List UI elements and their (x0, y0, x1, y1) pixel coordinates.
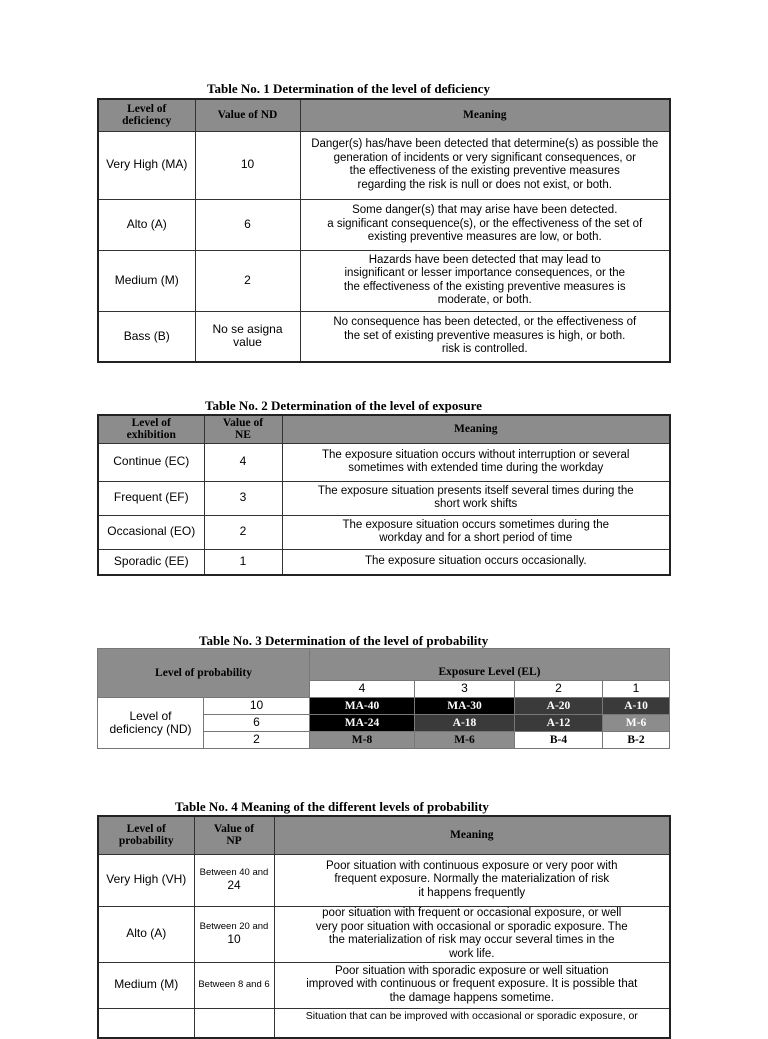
value-cell: 2 (204, 515, 282, 549)
prob-cell: B-2 (603, 732, 670, 749)
table-row (98, 443, 670, 481)
table-row (98, 854, 670, 906)
value-cell (194, 854, 274, 906)
header-value: Value of ND (195, 99, 300, 131)
nd-value: 2 (204, 732, 310, 749)
meaning-cell: The exposure situation occurs without interruption or several sometimes with extended time during the workday (282, 443, 670, 481)
header-value: Value of NE (204, 415, 282, 443)
deficiency-table (97, 98, 671, 363)
prob-cell: A-18 (415, 715, 515, 732)
level-cell: Alto (A) (98, 906, 194, 962)
table-row (98, 906, 670, 962)
prob-cell: MA-24 (310, 715, 415, 732)
meaning-cell: Some danger(s) that may arise have been detected. a significant consequence(s), or the effectiveness of the set of existing preventive measures are low, or both. (300, 199, 670, 250)
header-meaning: Meaning (300, 99, 670, 131)
probability-meaning-table (97, 815, 671, 1039)
value-low: 10 (227, 932, 241, 947)
matrix-corner-label: Level of probability (98, 649, 310, 698)
value-cell (194, 962, 274, 1008)
level-cell: Alto (A) (98, 199, 195, 250)
prob-cell: MA-30 (415, 698, 515, 715)
exposure-level-header: Exposure Level (EL) (310, 649, 670, 681)
table4-caption: Table No. 4 Meaning of the different levels of probability (175, 799, 489, 814)
value-cell: 3 (204, 481, 282, 515)
level-cell: Occasional (EO) (98, 515, 204, 549)
deficiency-row-header: Level of deficiency (ND) (98, 698, 204, 749)
value-cell: No se asigna value (195, 311, 300, 362)
value-cell: 10 (195, 131, 300, 199)
header-meaning: Meaning (274, 816, 670, 854)
table-row (98, 131, 670, 199)
nd-value: 10 (204, 698, 310, 715)
meaning-cell: No consequence has been detected, or the effectiveness of the set of existing preventive measures is high, or both. risk is controlled. (300, 311, 670, 362)
value-low: 24 (227, 878, 241, 893)
level-cell: Frequent (EF) (98, 481, 204, 515)
level-cell: Continue (EC) (98, 443, 204, 481)
exposure-table (97, 414, 671, 576)
meaning-cell: Poor situation with continuous exposure or very poor with frequent exposure. Normally the materialization of risk it happens frequently (274, 854, 670, 906)
prob-cell: A-10 (603, 698, 670, 715)
matrix-header-row (98, 649, 670, 681)
level-cell: Very High (VH) (98, 854, 194, 906)
value-range: Between 40 and (199, 867, 269, 879)
table-row (98, 481, 670, 515)
table2-caption: Table No. 2 Determination of the level of exposure (205, 398, 482, 413)
value-cell: 2 (195, 250, 300, 311)
value-cell: 6 (195, 199, 300, 250)
meaning-cell: The exposure situation occurs occasionally. (282, 549, 670, 575)
meaning-cell: Danger(s) has/have been detected that determine(s) as possible the generation of incidents or very significant consequences, or the effectiveness of the existing preventive measures regarding the risk is null or does not exist, or both. (300, 131, 670, 199)
probability-matrix (97, 648, 670, 749)
meaning-cell: Situation that can be improved with occasional or sporadic exposure, or (274, 1008, 670, 1038)
meaning-cell: Poor situation with sporadic exposure or well situation improved with continuous or frequent exposure. It is possible that the damage happens sometime. (274, 962, 670, 1008)
level-cell: Medium (M) (98, 962, 194, 1008)
header-level: Level of exhibition (98, 415, 204, 443)
meaning-cell: Hazards have been detected that may lead to insignificant or lesser importance consequences, or the the effectiveness of the existing preventive measures is moderate, or both. (300, 250, 670, 311)
exposure-level-2: 2 (515, 681, 603, 698)
table-header-row (98, 415, 670, 443)
exposure-level-4: 4 (310, 681, 415, 698)
table-row (98, 199, 670, 250)
value-cell: 1 (204, 549, 282, 575)
prob-cell: M-6 (603, 715, 670, 732)
level-cell: Medium (M) (98, 250, 195, 311)
table-row (98, 250, 670, 311)
header-value: Value of NP (194, 816, 274, 854)
table1-caption: Table No. 1 Determination of the level of deficiency (207, 81, 490, 96)
nd-value: 6 (204, 715, 310, 732)
value-range: Between 20 and (199, 921, 269, 933)
table-row (98, 549, 670, 575)
table-row (98, 311, 670, 362)
value-cell (194, 1008, 274, 1038)
meaning-cell: The exposure situation occurs sometimes during the workday and for a short period of time (282, 515, 670, 549)
table-header-row (98, 99, 670, 131)
value-cell: 4 (204, 443, 282, 481)
level-cell: Bass (B) (98, 311, 195, 362)
table-row (98, 962, 670, 1008)
prob-cell: M-6 (415, 732, 515, 749)
table3-caption: Table No. 3 Determination of the level of probability (199, 633, 489, 648)
prob-cell: A-20 (515, 698, 603, 715)
value-cell (194, 906, 274, 962)
table-row (98, 515, 670, 549)
level-cell (98, 1008, 194, 1038)
meaning-cell: poor situation with frequent or occasional exposure, or well very poor situation with occasional or sporadic exposure. The the materialization of risk may occur several times in the work life. (274, 906, 670, 962)
matrix-row (98, 698, 670, 715)
value-range: Between 8 and 6 (198, 979, 270, 990)
meaning-cell: The exposure situation presents itself several times during the short work shifts (282, 481, 670, 515)
header-level: Level of probability (98, 816, 194, 854)
header-level: Level of deficiency (98, 99, 195, 131)
table-header-row (98, 816, 670, 854)
header-meaning: Meaning (282, 415, 670, 443)
prob-cell: A-12 (515, 715, 603, 732)
prob-cell: M-8 (310, 732, 415, 749)
prob-cell: MA-40 (310, 698, 415, 715)
exposure-level-1: 1 (603, 681, 670, 698)
exposure-level-3: 3 (415, 681, 515, 698)
level-cell: Sporadic (EE) (98, 549, 204, 575)
prob-cell: B-4 (515, 732, 603, 749)
table-row (98, 1008, 670, 1038)
level-cell: Very High (MA) (98, 131, 195, 199)
